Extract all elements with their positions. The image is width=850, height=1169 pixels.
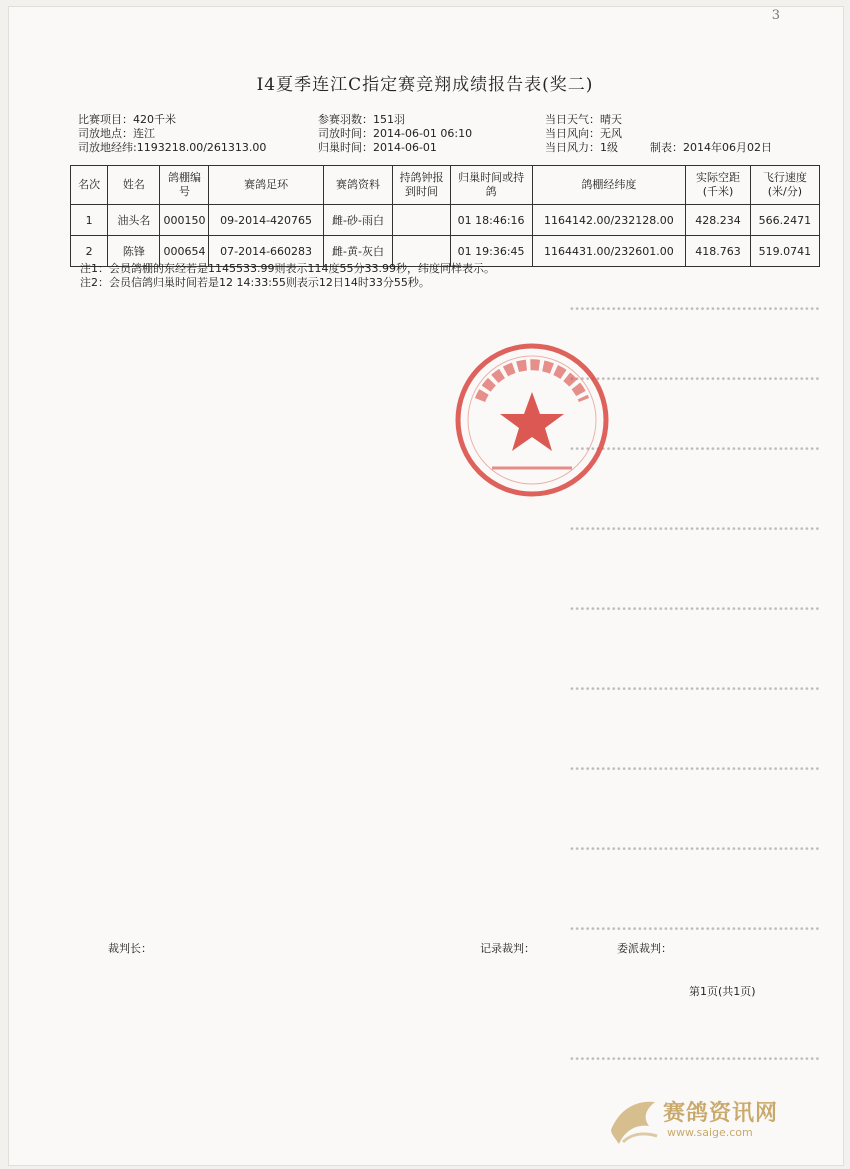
official-seal bbox=[452, 340, 612, 500]
cell-speed: 566.2471 bbox=[750, 205, 819, 236]
notes-block bbox=[80, 262, 495, 290]
release-coords-info: 司放地经纬:1193218.00/261313.00 bbox=[78, 141, 267, 154]
cell-loft-id: 000150 bbox=[160, 205, 209, 236]
judge-label: 裁判长： bbox=[108, 942, 152, 955]
note-1: 注1：会员鸽棚的东经若是1145533.99则表示114度55分33.99秒，纬度同样表示。 bbox=[80, 262, 495, 275]
release-time-info: 司放时间：2014-06-01 06:10 bbox=[318, 127, 473, 140]
col-header-rank: 名次 bbox=[71, 166, 108, 205]
return-date-info: 归巢时间：2014-06-01 bbox=[318, 141, 437, 154]
release-place-info: 司放地点：连江 bbox=[78, 127, 155, 140]
cell-return-time: 01 18:46:16 bbox=[450, 205, 532, 236]
cell-bird-info: 雌-砂-雨白 bbox=[323, 205, 393, 236]
bleed-through-text: ················································ bbox=[569, 370, 820, 388]
col-header-name: 姓名 bbox=[108, 166, 160, 205]
bleed-through-text: ················································ bbox=[569, 1050, 820, 1068]
bleed-through-text: ················································ bbox=[569, 520, 820, 538]
col-header-distance: 实际空距(千米) bbox=[686, 166, 751, 205]
note-2: 注2：会员信鸽归巢时间若是12 14:33:55则表示12日14时33分55秒。 bbox=[80, 276, 430, 289]
cell-name: 陈锋 bbox=[108, 236, 160, 267]
cell-distance: 418.763 bbox=[686, 236, 751, 267]
site-logo bbox=[605, 1090, 815, 1160]
page-title: I4夏季连江C指定赛竞翔成绩报告表(奖二) bbox=[256, 75, 594, 95]
recorder-label: 记录裁判： bbox=[480, 942, 535, 955]
col-header-bird-info: 赛鸽资料 bbox=[323, 166, 393, 205]
col-header-clock-time: 持鸽钟报到时间 bbox=[393, 166, 450, 205]
cell-loft-coords: 1164431.00/232601.00 bbox=[532, 236, 686, 267]
bleed-through-text: ················································ bbox=[569, 840, 820, 858]
cell-bird-info: 雌-黄-灰白 bbox=[323, 236, 393, 267]
entries-info: 参赛羽数：151羽 bbox=[318, 113, 405, 126]
cell-loft-coords: 1164142.00/232128.00 bbox=[532, 205, 686, 236]
made-date-info: 制表：2014年06月02日 bbox=[650, 141, 772, 154]
col-header-ring: 赛鸽足环 bbox=[209, 166, 323, 205]
bleed-through-text: ················································ bbox=[569, 300, 820, 318]
cell-rank: 1 bbox=[71, 205, 108, 236]
bleed-through-text: ················································ bbox=[569, 920, 820, 938]
table-row bbox=[71, 205, 820, 236]
bleed-through-text: ················································ bbox=[569, 680, 820, 698]
corner-mark: 3 bbox=[771, 8, 780, 23]
wind-force-info: 当日风力：1级 bbox=[545, 141, 618, 154]
col-header-return-time: 归巢时间或持鸽 bbox=[450, 166, 532, 205]
col-header-speed: 飞行速度(米/分) bbox=[750, 166, 819, 205]
wind-direction-info: 当日风向：无风 bbox=[545, 127, 622, 140]
col-header-loft-id: 鸽棚编号 bbox=[160, 166, 209, 205]
logo-url: www.saige.com bbox=[667, 1126, 753, 1139]
cell-ring: 07-2014-660283 bbox=[209, 236, 323, 267]
cell-name: 油头名 bbox=[108, 205, 160, 236]
cell-return-time: 01 19:36:45 bbox=[450, 236, 532, 267]
bleed-through-text: ················································ bbox=[569, 440, 820, 458]
col-header-loft-coords: 鸽棚经纬度 bbox=[532, 166, 686, 205]
cell-distance: 428.234 bbox=[686, 205, 751, 236]
page-number: 第1页(共1页) bbox=[689, 985, 756, 998]
logo-name: 赛鸽资讯网 bbox=[663, 1101, 779, 1126]
bleed-through-text: ················································ bbox=[569, 760, 820, 778]
pigeon-logo-icon bbox=[605, 1090, 665, 1154]
committee-label: 委派裁判： bbox=[617, 942, 672, 955]
table-header-row bbox=[71, 166, 820, 205]
cell-rank: 2 bbox=[71, 236, 108, 267]
cell-loft-id: 000654 bbox=[160, 236, 209, 267]
results-table bbox=[70, 165, 820, 267]
bleed-through-text: ················································ bbox=[569, 600, 820, 618]
cell-speed: 519.0741 bbox=[750, 236, 819, 267]
cell-clock-time bbox=[393, 205, 450, 236]
cell-ring: 09-2014-420765 bbox=[209, 205, 323, 236]
weather-info: 当日天气：晴天 bbox=[545, 113, 622, 126]
event-info: 比赛项目：420千米 bbox=[78, 113, 176, 126]
